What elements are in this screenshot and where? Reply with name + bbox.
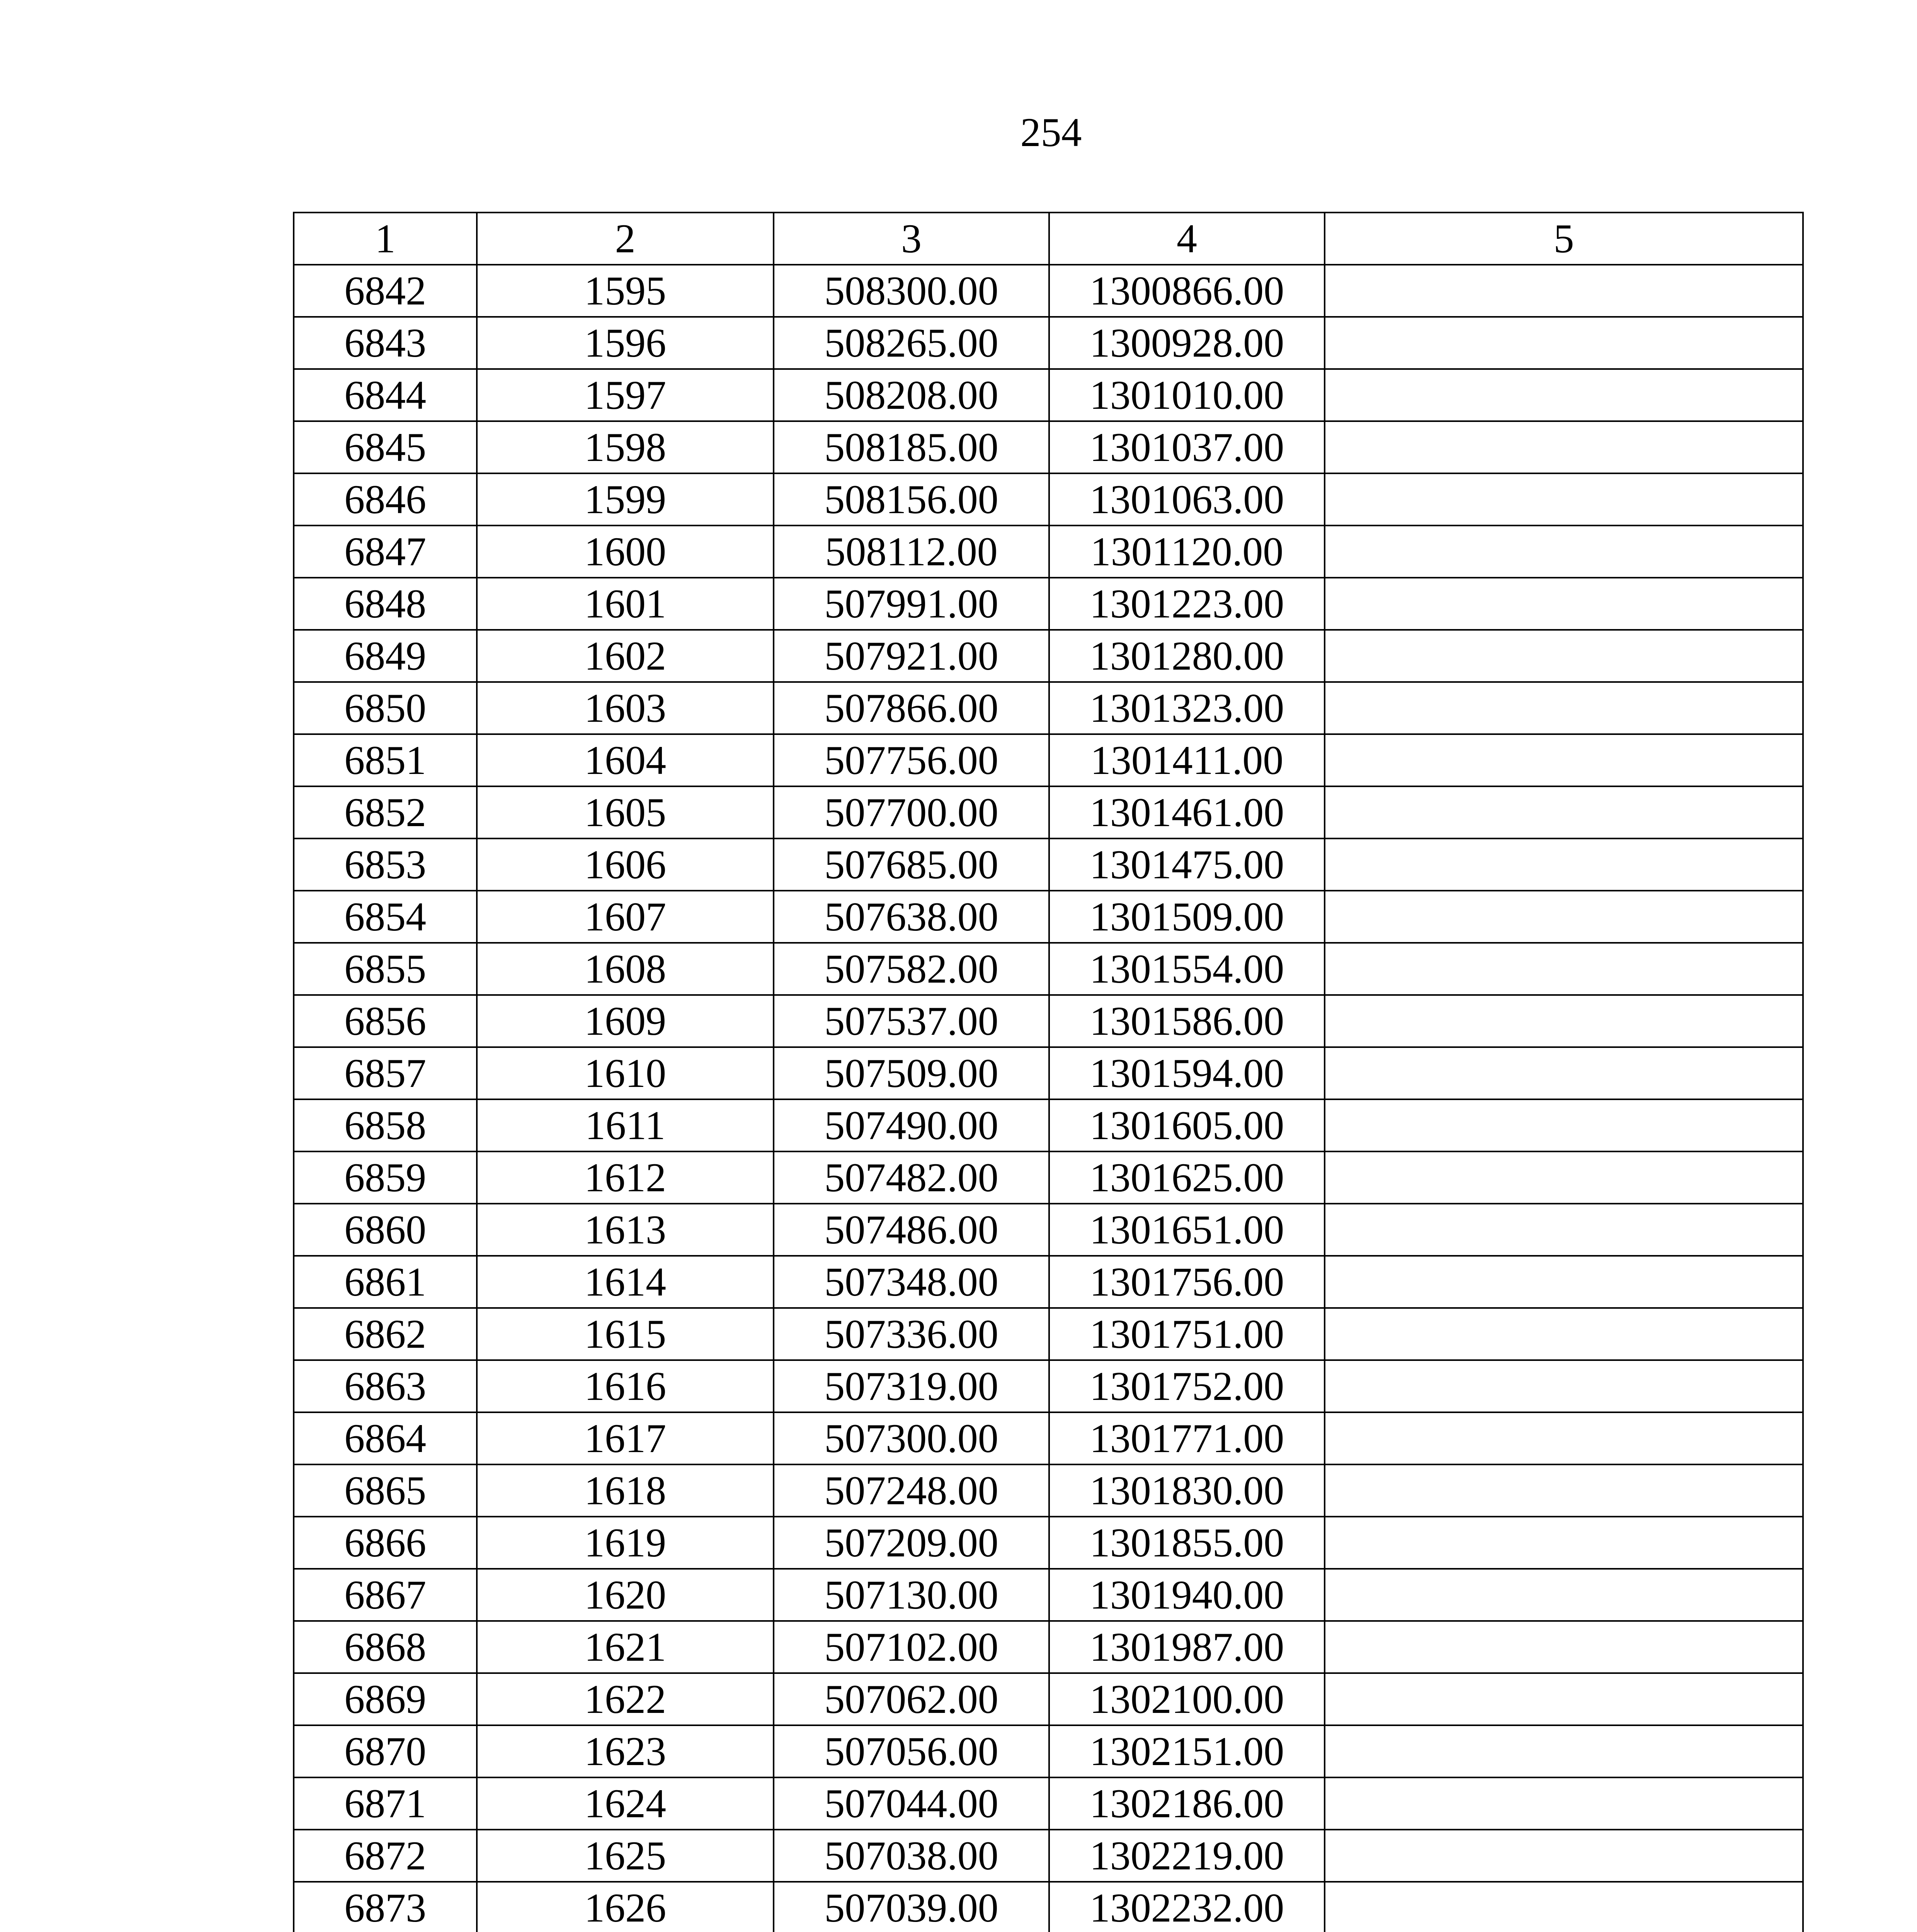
table-cell xyxy=(1325,786,1803,838)
table-row xyxy=(294,421,1803,473)
table-cell: 1301323.00 xyxy=(1049,682,1325,734)
table-cell: 507248.00 xyxy=(774,1464,1049,1517)
table-cell: 507921.00 xyxy=(774,630,1049,682)
table-cell: 1607 xyxy=(477,891,774,943)
table-cell: 1301223.00 xyxy=(1049,578,1325,630)
table-cell: 1301940.00 xyxy=(1049,1569,1325,1621)
table-cell: 1302151.00 xyxy=(1049,1725,1325,1777)
table-cell: 1302186.00 xyxy=(1049,1777,1325,1830)
table-row xyxy=(294,1412,1803,1464)
table-cell: 1612 xyxy=(477,1151,774,1204)
table-cell: 1301063.00 xyxy=(1049,473,1325,526)
table-cell xyxy=(1325,265,1803,317)
table-cell xyxy=(1325,1725,1803,1777)
table-cell: 1621 xyxy=(477,1621,774,1673)
table-cell xyxy=(1325,1517,1803,1569)
table-cell: 6842 xyxy=(294,265,477,317)
table-cell xyxy=(1325,1308,1803,1360)
table-cell: 1595 xyxy=(477,265,774,317)
table-row xyxy=(294,1464,1803,1517)
table-cell: 1301586.00 xyxy=(1049,995,1325,1047)
table-body xyxy=(294,265,1803,1932)
table-cell: 1301010.00 xyxy=(1049,369,1325,421)
table-row xyxy=(294,1882,1803,1932)
table-cell: 1616 xyxy=(477,1360,774,1412)
table-cell: 6868 xyxy=(294,1621,477,1673)
table-cell: 6850 xyxy=(294,682,477,734)
table-cell xyxy=(1325,1464,1803,1517)
table-cell: 6849 xyxy=(294,630,477,682)
table-cell: 1625 xyxy=(477,1830,774,1882)
table-cell: 1626 xyxy=(477,1882,774,1932)
table-cell: 507300.00 xyxy=(774,1412,1049,1464)
table-cell: 6851 xyxy=(294,734,477,786)
table-cell: 508185.00 xyxy=(774,421,1049,473)
table-cell: 1620 xyxy=(477,1569,774,1621)
table-cell: 6862 xyxy=(294,1308,477,1360)
table-row xyxy=(294,1725,1803,1777)
table-cell: 507866.00 xyxy=(774,682,1049,734)
table-cell: 508300.00 xyxy=(774,265,1049,317)
table-cell: 507537.00 xyxy=(774,995,1049,1047)
column-header: 4 xyxy=(1049,213,1325,265)
table-cell: 6871 xyxy=(294,1777,477,1830)
table-cell xyxy=(1325,317,1803,369)
table-row xyxy=(294,317,1803,369)
table-cell xyxy=(1325,943,1803,995)
table-cell: 6854 xyxy=(294,891,477,943)
table-cell xyxy=(1325,734,1803,786)
table-cell: 6859 xyxy=(294,1151,477,1204)
table-cell xyxy=(1325,1360,1803,1412)
table-cell: 6861 xyxy=(294,1256,477,1308)
table-cell xyxy=(1325,995,1803,1047)
table-cell: 6846 xyxy=(294,473,477,526)
table-cell: 1301411.00 xyxy=(1049,734,1325,786)
table-row xyxy=(294,1569,1803,1621)
table-row xyxy=(294,838,1803,891)
table-cell: 6845 xyxy=(294,421,477,473)
table-cell xyxy=(1325,421,1803,473)
table-cell xyxy=(1325,682,1803,734)
table-cell: 1617 xyxy=(477,1412,774,1464)
table-cell: 507582.00 xyxy=(774,943,1049,995)
table-cell: 507348.00 xyxy=(774,1256,1049,1308)
table-cell: 1613 xyxy=(477,1204,774,1256)
table-cell xyxy=(1325,1882,1803,1932)
table-cell: 507490.00 xyxy=(774,1099,1049,1151)
table-cell xyxy=(1325,1621,1803,1673)
table-cell: 507991.00 xyxy=(774,578,1049,630)
table-cell: 6870 xyxy=(294,1725,477,1777)
table-cell xyxy=(1325,1830,1803,1882)
table-row xyxy=(294,1047,1803,1099)
table-row xyxy=(294,1830,1803,1882)
table-cell: 507044.00 xyxy=(774,1777,1049,1830)
table-cell: 1302232.00 xyxy=(1049,1882,1325,1932)
table-row xyxy=(294,1517,1803,1569)
coordinates-table xyxy=(293,212,1804,1932)
table-row xyxy=(294,682,1803,734)
table-cell: 1301120.00 xyxy=(1049,526,1325,578)
table-row xyxy=(294,265,1803,317)
table-cell: 507062.00 xyxy=(774,1673,1049,1725)
table-cell: 1618 xyxy=(477,1464,774,1517)
table-cell: 6843 xyxy=(294,317,477,369)
table-cell xyxy=(1325,1204,1803,1256)
table-row xyxy=(294,1621,1803,1673)
table-cell: 6853 xyxy=(294,838,477,891)
table-cell: 6872 xyxy=(294,1830,477,1882)
table-cell xyxy=(1325,1569,1803,1621)
table-cell: 1302219.00 xyxy=(1049,1830,1325,1882)
table-cell: 1604 xyxy=(477,734,774,786)
table-row xyxy=(294,1673,1803,1725)
table-cell: 1301855.00 xyxy=(1049,1517,1325,1569)
table-cell: 1301605.00 xyxy=(1049,1099,1325,1151)
column-header: 1 xyxy=(294,213,477,265)
table-cell: 6856 xyxy=(294,995,477,1047)
table-cell xyxy=(1325,369,1803,421)
table-cell: 1301594.00 xyxy=(1049,1047,1325,1099)
table-cell: 1610 xyxy=(477,1047,774,1099)
table-cell: 508112.00 xyxy=(774,526,1049,578)
table-cell: 1301771.00 xyxy=(1049,1412,1325,1464)
table-row xyxy=(294,943,1803,995)
table-cell: 6873 xyxy=(294,1882,477,1932)
table-row xyxy=(294,630,1803,682)
table-cell: 6865 xyxy=(294,1464,477,1517)
table-cell: 1624 xyxy=(477,1777,774,1830)
table-row xyxy=(294,786,1803,838)
table-cell: 508156.00 xyxy=(774,473,1049,526)
table-cell: 507700.00 xyxy=(774,786,1049,838)
table-header-row xyxy=(294,213,1803,265)
table-cell: 1301461.00 xyxy=(1049,786,1325,838)
table-cell: 1301752.00 xyxy=(1049,1360,1325,1412)
table-cell: 507038.00 xyxy=(774,1830,1049,1882)
table-cell: 1602 xyxy=(477,630,774,682)
table-cell: 507486.00 xyxy=(774,1204,1049,1256)
table-row xyxy=(294,995,1803,1047)
table-cell: 1619 xyxy=(477,1517,774,1569)
table-cell: 507319.00 xyxy=(774,1360,1049,1412)
table-cell: 507209.00 xyxy=(774,1517,1049,1569)
table-row xyxy=(294,1256,1803,1308)
table-cell: 507039.00 xyxy=(774,1882,1049,1932)
table-row xyxy=(294,891,1803,943)
table-cell: 1606 xyxy=(477,838,774,891)
table-cell xyxy=(1325,1151,1803,1204)
table-cell: 1600 xyxy=(477,526,774,578)
table-row xyxy=(294,1204,1803,1256)
table-cell: 507102.00 xyxy=(774,1621,1049,1673)
table-cell: 1615 xyxy=(477,1308,774,1360)
table-cell xyxy=(1325,1777,1803,1830)
table-cell: 6848 xyxy=(294,578,477,630)
table-cell: 6866 xyxy=(294,1517,477,1569)
table-cell xyxy=(1325,473,1803,526)
table-cell: 507509.00 xyxy=(774,1047,1049,1099)
page-number: 254 xyxy=(1020,110,1082,155)
table-row xyxy=(294,1099,1803,1151)
table-cell: 1301625.00 xyxy=(1049,1151,1325,1204)
table-cell: 1605 xyxy=(477,786,774,838)
table-cell: 1597 xyxy=(477,369,774,421)
table-cell: 507336.00 xyxy=(774,1308,1049,1360)
table-row xyxy=(294,1360,1803,1412)
table-cell xyxy=(1325,1256,1803,1308)
table-cell: 1601 xyxy=(477,578,774,630)
table-cell: 6867 xyxy=(294,1569,477,1621)
column-header: 3 xyxy=(774,213,1049,265)
table-cell xyxy=(1325,838,1803,891)
table-row xyxy=(294,369,1803,421)
table-cell: 1599 xyxy=(477,473,774,526)
table-row xyxy=(294,734,1803,786)
table-row xyxy=(294,1151,1803,1204)
table-cell: 1302100.00 xyxy=(1049,1673,1325,1725)
table-cell: 1301987.00 xyxy=(1049,1621,1325,1673)
table-row xyxy=(294,578,1803,630)
table-cell xyxy=(1325,630,1803,682)
table-row xyxy=(294,1308,1803,1360)
table-cell: 1301756.00 xyxy=(1049,1256,1325,1308)
table-cell: 1301554.00 xyxy=(1049,943,1325,995)
table-cell: 1609 xyxy=(477,995,774,1047)
table-cell: 1301651.00 xyxy=(1049,1204,1325,1256)
column-header: 2 xyxy=(477,213,774,265)
table-cell: 507756.00 xyxy=(774,734,1049,786)
table-cell: 6869 xyxy=(294,1673,477,1725)
table-row xyxy=(294,473,1803,526)
table-cell: 1611 xyxy=(477,1099,774,1151)
table-cell: 1622 xyxy=(477,1673,774,1725)
table-cell: 6864 xyxy=(294,1412,477,1464)
table-cell: 1301751.00 xyxy=(1049,1308,1325,1360)
table-cell: 6860 xyxy=(294,1204,477,1256)
table-cell xyxy=(1325,1099,1803,1151)
table-cell xyxy=(1325,578,1803,630)
table-cell xyxy=(1325,1047,1803,1099)
table-cell: 507482.00 xyxy=(774,1151,1049,1204)
table-cell: 1301037.00 xyxy=(1049,421,1325,473)
table-cell xyxy=(1325,891,1803,943)
table-cell xyxy=(1325,1412,1803,1464)
table-cell: 507685.00 xyxy=(774,838,1049,891)
table-cell: 507130.00 xyxy=(774,1569,1049,1621)
table-cell: 1300866.00 xyxy=(1049,265,1325,317)
table-cell: 6863 xyxy=(294,1360,477,1412)
table-cell: 1598 xyxy=(477,421,774,473)
table-cell xyxy=(1325,1673,1803,1725)
table-cell: 6855 xyxy=(294,943,477,995)
table-cell: 1301280.00 xyxy=(1049,630,1325,682)
table-cell: 507638.00 xyxy=(774,891,1049,943)
table-cell: 1301509.00 xyxy=(1049,891,1325,943)
table-cell: 508265.00 xyxy=(774,317,1049,369)
table-cell: 1614 xyxy=(477,1256,774,1308)
table-cell: 6858 xyxy=(294,1099,477,1151)
table-cell: 6852 xyxy=(294,786,477,838)
table-cell: 6847 xyxy=(294,526,477,578)
table-cell: 1301830.00 xyxy=(1049,1464,1325,1517)
table-cell: 1603 xyxy=(477,682,774,734)
column-header: 5 xyxy=(1325,213,1803,265)
table-cell: 1300928.00 xyxy=(1049,317,1325,369)
table-cell: 1596 xyxy=(477,317,774,369)
table-row xyxy=(294,1777,1803,1830)
table-cell: 508208.00 xyxy=(774,369,1049,421)
table-row xyxy=(294,526,1803,578)
table-cell: 6857 xyxy=(294,1047,477,1099)
table-cell: 507056.00 xyxy=(774,1725,1049,1777)
table-cell: 1608 xyxy=(477,943,774,995)
table-cell xyxy=(1325,526,1803,578)
table-cell: 1623 xyxy=(477,1725,774,1777)
table-cell: 1301475.00 xyxy=(1049,838,1325,891)
table-cell: 6844 xyxy=(294,369,477,421)
